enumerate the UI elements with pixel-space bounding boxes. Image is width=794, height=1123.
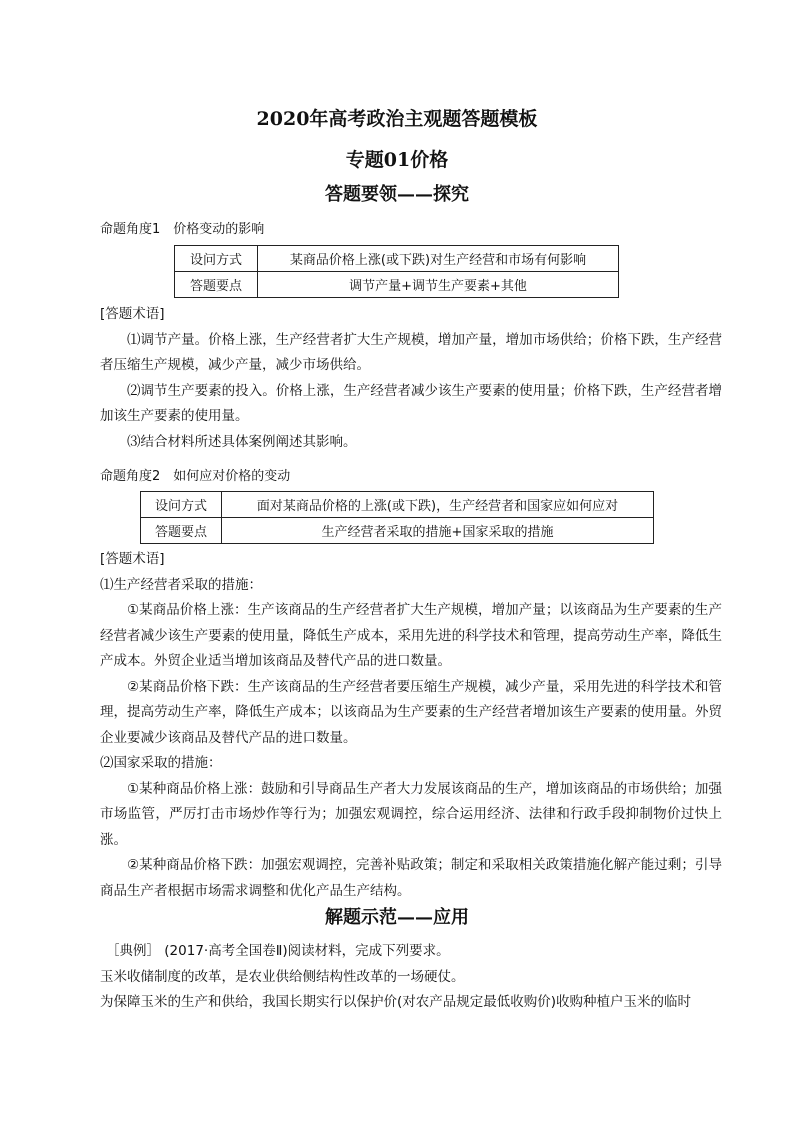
paragraph: 为保障玉米的生产和供给，我国长期实行以保护价(对农产品规定最低收购价)收购种植户玉米的临时 [100, 994, 692, 1010]
paragraph: 玉米收储制度的改革，是农业供给侧结构性改革的一场硬仗。 [100, 968, 465, 985]
term-label: [答题术语] [100, 306, 165, 322]
table-cell-value: 生产经营者采取的措施+国家采取的措施 [222, 518, 654, 544]
section-heading-apply: 解题示范——应用 [325, 907, 469, 928]
answer-table-1 [174, 245, 619, 298]
paragraph: ①某种商品价格上涨：鼓励和引导商品生产者大力发展该商品的生产，增加该商品的市场供给；加强市场监管，严厉打击市场炒作等行为；加强宏观调控，综合运用经济、法律和行政手段抑制物价过快上涨。 [100, 780, 722, 848]
paragraph: ①某商品价格上涨：生产该商品的生产经营者扩大生产规模，增加产量；以该商品为生产要素的生产经营者减少该生产要素的使用量，降低生产成本，采用先进的科学技术和管理，提高劳动生产率，降低生产成本。外贸企业适当增加该商品及替代产品的进口数量。 [100, 602, 722, 669]
section-heading-explore: 答题要领——探究 [325, 184, 469, 205]
table-cell-value: 面对某商品价格的上涨(或下跌)，生产经营者和国家应如何应对 [222, 492, 654, 518]
paragraph: ⑴调节产量。价格上涨，生产经营者扩大生产规模，增加产量，增加市场供给；价格下跌，生产经营者压缩生产规模，减少产量，减少市场供给。 [100, 331, 722, 373]
question-angle-2: 命题角度2 如何应对价格的变动 [100, 469, 291, 484]
paragraph: ⑵调节生产要素的投入。价格上涨，生产经营者减少该生产要素的使用量；价格下跌，生产经营者增加该生产要素的使用量。 [100, 382, 722, 424]
table-row [175, 272, 619, 298]
example-label: ［典例］ (2017·高考全国卷Ⅱ)阅读材料，完成下列要求。 [106, 943, 450, 959]
paragraph: ⑶结合材料所述具体案例阐述其影响。 [127, 433, 357, 450]
answer-block-1 [100, 302, 722, 455]
table-cell-label: 答题要点 [141, 518, 222, 544]
table-cell-label: 答题要点 [175, 272, 258, 298]
table-row [141, 518, 654, 544]
answer-block-2 [100, 547, 722, 904]
table-cell-value: 某商品价格上涨(或下跌)对生产经营和市场有何影响 [258, 246, 619, 272]
paragraph: ②某商品价格下跌：生产该商品的生产经营者要压缩生产规模，减少产量，采用先进的科学技术和管理，提高劳动生产率，降低生产成本；以该商品为生产要素的生产经营者增加该生产要素的使用量。外贸企业要减少该商品及替代产品的进口数量。 [100, 678, 722, 746]
table-row [175, 246, 619, 272]
table-row [141, 492, 654, 518]
subheading: ⑴生产经营者采取的措施： [100, 576, 262, 593]
paragraph: ②某种商品价格下跌：加强宏观调控，完善补贴政策；制定和采取相关政策措施化解产能过剩；引导商品生产者根据市场需求调整和优化产品生产结构。 [100, 857, 722, 899]
table-cell-label: 设问方式 [141, 492, 222, 518]
table-cell-value: 调节产量+调节生产要素+其他 [258, 272, 619, 298]
example-block [100, 939, 722, 1016]
table-cell-label: 设问方式 [175, 246, 258, 272]
topic-title: 专题01价格 [345, 149, 449, 171]
subheading: ⑵国家采取的措施： [100, 755, 222, 771]
term-label: [答题术语] [100, 551, 165, 567]
answer-table-2 [140, 491, 654, 544]
question-angle-1: 命题角度1 价格变动的影响 [100, 222, 265, 237]
document-title: 2020年高考政治主观题答题模板 [256, 108, 538, 130]
